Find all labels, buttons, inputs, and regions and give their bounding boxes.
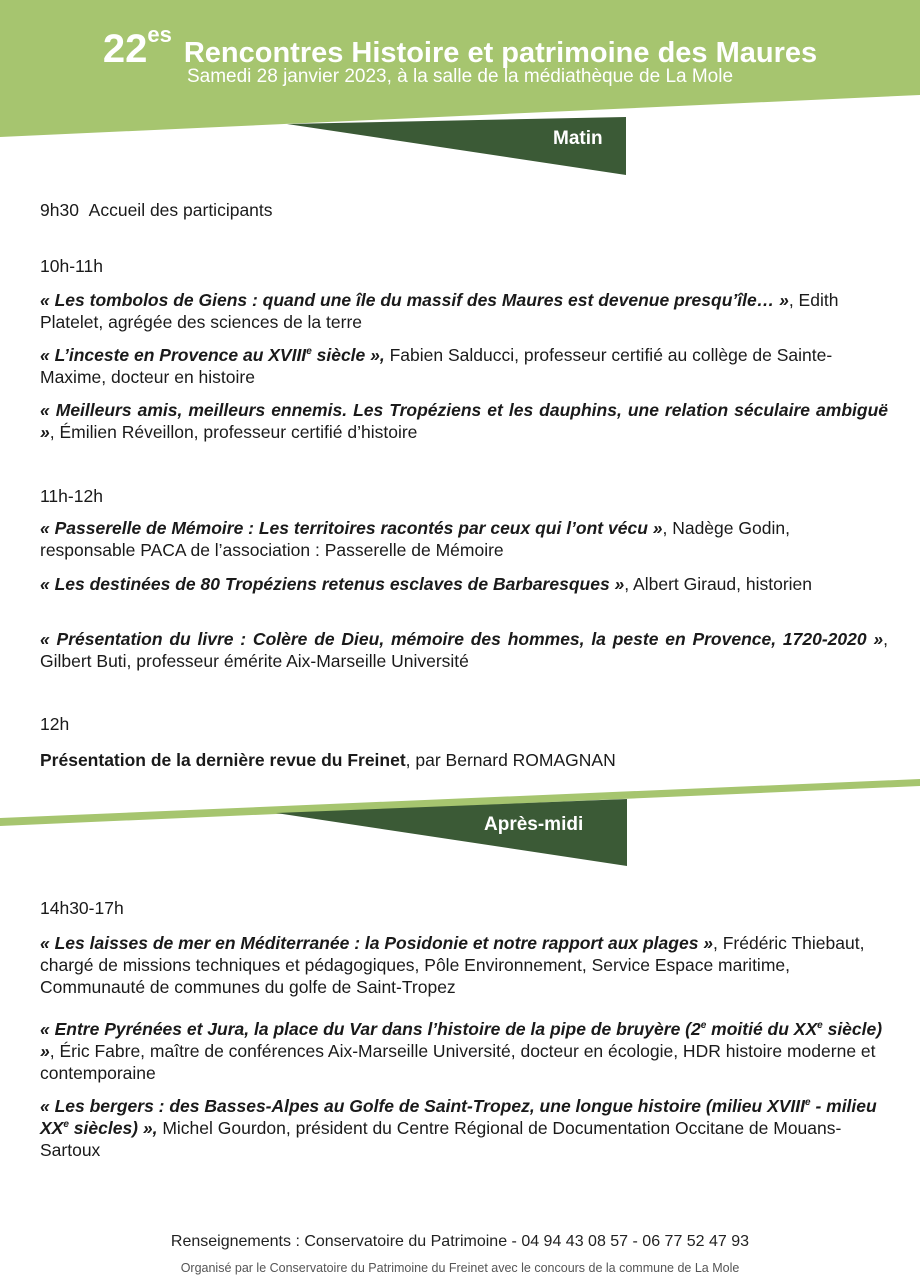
slot-time-12h: 12h bbox=[40, 714, 70, 734]
edition-suffix: es bbox=[147, 22, 172, 47]
welcome-text: Accueil des participants bbox=[88, 200, 273, 220]
talk-title-part: moitié du XX bbox=[706, 1019, 818, 1039]
section-label-apres-midi: Après-midi bbox=[484, 814, 584, 835]
title-text: Rencontres Histoire et patrimoine des Maures bbox=[183, 37, 818, 69]
talk-title-sup: e bbox=[805, 1097, 811, 1109]
slot-time-14h30: 14h30-17h bbox=[40, 898, 124, 918]
talk-title-sup: e bbox=[63, 1119, 69, 1131]
talk-title: Présentation de la dernière revue du Freinet bbox=[40, 750, 406, 770]
talk-pipe bbox=[40, 1018, 888, 1084]
talk-title: « Les laisses de mer en Méditerranée : la Posidonie et notre rapport aux plages » bbox=[40, 933, 714, 953]
talk-title-sup: e bbox=[306, 346, 312, 358]
slot-time-10h: 10h-11h bbox=[40, 256, 103, 276]
talk-title-sup: e bbox=[817, 1020, 823, 1032]
talk-title: « Les destinées de 80 Tropéziens retenus esclaves de Barbaresques » bbox=[40, 574, 625, 594]
talk-title-part: siècle) » bbox=[40, 1019, 883, 1061]
talk-speaker: , Éric Fabre, maître de conférences Aix-Marseille Université, docteur en écologie, HDR histoire moderne et contemporaine bbox=[40, 1041, 876, 1083]
talk-passerelle bbox=[40, 517, 888, 561]
talk-posidonie bbox=[40, 932, 888, 998]
talk-title-part: « Entre Pyrénées et Jura, la place du Var dans l’histoire de la pipe de bruyère (2 bbox=[40, 1019, 701, 1039]
talk-revue bbox=[40, 749, 888, 771]
talk-speaker: , Émilien Réveillon, professeur certifié d’histoire bbox=[49, 422, 418, 442]
talk-inceste bbox=[40, 344, 888, 388]
talk-speaker: , Frédéric Thiebaut, chargé de missions techniques et pédagogiques, Pôle Environnement, Service Espace maritime, Communauté de communes du golfe de Saint-Tropez bbox=[40, 933, 865, 997]
talk-speaker: , Edith Platelet, agrégée des sciences de la terre bbox=[40, 290, 839, 332]
talk-speaker: , Nadège Godin, responsable PACA de l’association : Passerelle de Mémoire bbox=[40, 518, 790, 560]
subtitle: Samedi 28 janvier 2023, à la salle de la médiathèque de La Mole bbox=[186, 66, 734, 87]
page-title bbox=[0, 22, 920, 72]
talk-title-part: siècle », bbox=[311, 345, 385, 365]
talk-title-part: siècles) », bbox=[68, 1118, 158, 1138]
talk-peste bbox=[40, 628, 888, 672]
talk-speaker: Fabien Salducci, professeur certifié au collège de Sainte-Maxime, docteur en histoire bbox=[40, 345, 833, 387]
talk-bergers bbox=[40, 1095, 888, 1161]
footer-contact: Renseignements : Conservatoire du Patrimoine - 04 94 43 08 57 - 06 77 52 47 93 bbox=[170, 1233, 750, 1250]
talk-destinees bbox=[40, 573, 888, 595]
talk-dauphins bbox=[40, 399, 888, 443]
afternoon-divider bbox=[0, 770, 920, 870]
welcome-line bbox=[40, 200, 273, 221]
talk-title-part: - milieu XX bbox=[40, 1096, 877, 1138]
talk-title: « Présentation du livre : Colère de Dieu, mémoire des hommes, la peste en Provence, 1720-2020 » bbox=[40, 629, 884, 649]
talk-title: « Passerelle de Mémoire : Les territoires racontés par ceux qui l’ont vécu » bbox=[40, 518, 663, 538]
talk-title: « Meilleurs amis, meilleurs ennemis. Les Tropéziens et les dauphins, une relation séculaire ambiguë » bbox=[40, 400, 888, 442]
footer-organizer: Organisé par le Conservatoire du Patrimoine du Freinet avec le concours de la commune de La Mole bbox=[180, 1261, 740, 1275]
talk-speaker: , par Bernard ROMAGNAN bbox=[405, 750, 616, 770]
talk-title: « Les tombolos de Giens : quand une île du massif des Maures est devenue presqu’île… » bbox=[40, 290, 789, 310]
section-label-matin: Matin bbox=[553, 128, 603, 149]
slot-time-11h: 11h-12h bbox=[40, 486, 103, 506]
talk-speaker: , Albert Giraud, historien bbox=[624, 574, 813, 594]
edition-number: 22 bbox=[102, 27, 148, 71]
talk-title-sup: e bbox=[700, 1020, 707, 1032]
talk-speaker: Michel Gourdon, président du Centre Régional de Documentation Occitane de Mouans-Sartoux bbox=[40, 1118, 842, 1160]
talk-tombolos bbox=[40, 289, 888, 333]
talk-title-part: « L’inceste en Provence au XVIII bbox=[40, 345, 307, 365]
talk-speaker: , Gilbert Buti, professeur émérite Aix-Marseille Université bbox=[40, 629, 888, 671]
talk-title-part: « Les bergers : des Basses-Alpes au Golfe de Saint-Tropez, une longue histoire (milieu XVIII bbox=[40, 1096, 806, 1116]
welcome-time: 9h30 bbox=[40, 200, 79, 220]
